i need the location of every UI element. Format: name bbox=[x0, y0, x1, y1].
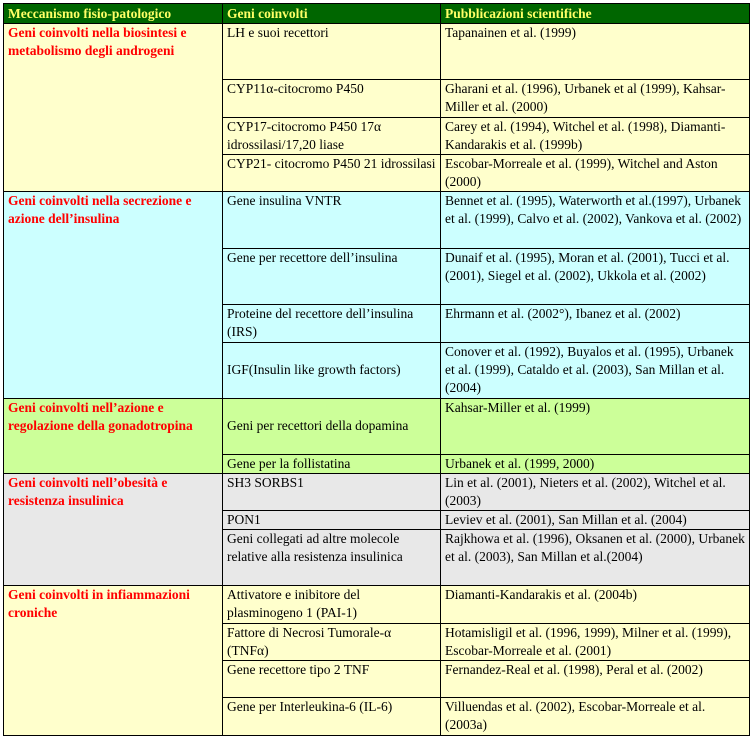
refs-cell: Carey et al. (1994), Witchel et al. (1998), Diamanti-Kandarakis et al. (1999b) bbox=[441, 118, 750, 155]
table-row bbox=[4, 192, 750, 249]
gene-cell: Gene per la follistatina bbox=[223, 455, 441, 474]
gene-cell: CYP17-citocromo P450 17α idrossilasi/17,20 liase bbox=[223, 118, 441, 155]
refs-cell: Gharani et al. (1996), Urbanek et al (1999), Kahsar-Miller et al. (2000) bbox=[441, 80, 750, 118]
table-row bbox=[4, 399, 750, 455]
refs-cell: Kahsar-Miller et al. (1999) bbox=[441, 399, 750, 455]
refs-cell: Urbanek et al. (1999, 2000) bbox=[441, 455, 750, 474]
refs-cell: Ehrmann et al. (2002°), Ibanez et al. (2002) bbox=[441, 305, 750, 343]
table-row bbox=[4, 474, 750, 511]
header-genes: Geni coinvolti bbox=[223, 4, 441, 24]
refs-cell: Escobar-Morreale et al. (1999), Witchel and Aston (2000) bbox=[441, 155, 750, 192]
gene-cell: Geni collegati ad altre molecole relative alla resistenza insulinica bbox=[223, 530, 441, 586]
table-row bbox=[4, 586, 750, 624]
refs-cell: Conover et al. (1992), Buyalos et al. (1995), Urbanek et al. (1999), Cataldo et al. (2003), San Millan et al. (2004) bbox=[441, 343, 750, 399]
header-mechanism: Meccanismo fisio-patologico bbox=[4, 4, 223, 24]
category-obesita: Geni coinvolti nell’obesità e resistenza insulinica bbox=[4, 474, 223, 586]
gene-cell: Attivatore e inibitore del plasminogeno 1 (PAI-1) bbox=[223, 586, 441, 624]
gene-cell: Gene per Interleukina-6 (IL-6) bbox=[223, 698, 441, 736]
gene-cell: Proteine del recettore dell’insulina (IRS) bbox=[223, 305, 441, 343]
refs-cell: Bennet et al. (1995), Waterworth et al.(1997), Urbanek et al. (1999), Calvo et al. (2002), Vankova et al. (2002) bbox=[441, 192, 750, 249]
category-infiammazioni: Geni coinvolti in infiammazioni croniche bbox=[4, 586, 223, 736]
gene-cell: Gene insulina VNTR bbox=[223, 192, 441, 249]
table-row bbox=[4, 24, 750, 80]
refs-cell: Tapanainen et al. (1999) bbox=[441, 24, 750, 80]
refs-cell: Rajkhowa et al. (1996), Oksanen et al. (2000), Urbanek et al. (2003), San Millan et al.(2004) bbox=[441, 530, 750, 586]
gene-cell: Fattore di Necrosi Tumorale-α (TNFα) bbox=[223, 624, 441, 661]
gene-cell: IGF(Insulin like growth factors) bbox=[223, 343, 441, 399]
refs-cell: Villuendas et al. (2002), Escobar-Morreale et al. (2003a) bbox=[441, 698, 750, 736]
category-gonadotropina: Geni coinvolti nell’azione e regolazione della gonadotropina bbox=[4, 399, 223, 474]
refs-cell: Diamanti-Kandarakis et al. (2004b) bbox=[441, 586, 750, 624]
gene-cell: Geni per recettori della dopamina bbox=[223, 399, 441, 455]
gene-cell: SH3 SORBS1 bbox=[223, 474, 441, 511]
refs-cell: Lin et al. (2001), Nieters et al. (2002), Witchel et al. (2003) bbox=[441, 474, 750, 511]
gene-cell: LH e suoi recettori bbox=[223, 24, 441, 80]
gene-cell: Gene per recettore dell’insulina bbox=[223, 249, 441, 305]
category-androgeni: Geni coinvolti nella biosintesi e metabolismo degli androgeni bbox=[4, 24, 223, 192]
header-publications: Pubblicazioni scientifiche bbox=[441, 4, 750, 24]
category-insulina: Geni coinvolti nella secrezione e azione dell’insulina bbox=[4, 192, 223, 399]
gene-cell: CYP21- citocromo P450 21 idrossilasi bbox=[223, 155, 441, 192]
genes-table bbox=[3, 3, 750, 736]
refs-cell: Fernandez-Real et al. (1998), Peral et al. (2002) bbox=[441, 661, 750, 698]
gene-cell: PON1 bbox=[223, 511, 441, 530]
gene-cell: CYP11α-citocromo P450 bbox=[223, 80, 441, 118]
refs-cell: Leviev et al. (2001), San Millan et al. (2004) bbox=[441, 511, 750, 530]
table-header-row bbox=[4, 4, 750, 24]
refs-cell: Dunaif et al. (1995), Moran et al. (2001), Tucci et al. (2001), Siegel et al. (2002), Ukkola et al. (2002) bbox=[441, 249, 750, 305]
refs-cell: Hotamisligil et al. (1996, 1999), Milner et al. (1999), Escobar-Morreale et al. (2001) bbox=[441, 624, 750, 661]
gene-cell: Gene recettore tipo 2 TNF bbox=[223, 661, 441, 698]
